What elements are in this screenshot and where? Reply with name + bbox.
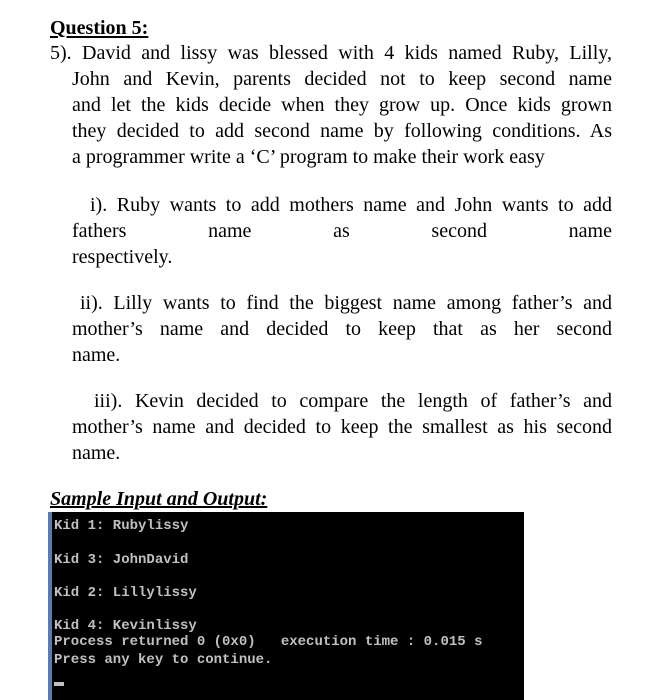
item-2-line-2: mother’s name and decided to keep that as her second (72, 318, 612, 340)
item-1-word-5: name (568, 220, 612, 242)
item-1-word-1: fathers (72, 220, 127, 242)
item-1-word-4: second (431, 220, 487, 242)
intro-line-3: and let the kids decide when they grow up. Once kids grown (72, 94, 612, 116)
intro-line-4: they decided to add second name by following conditions. As (72, 120, 612, 142)
console-line-2: Kid 3: JohnDavid (54, 552, 189, 568)
intro-line-1: 5). David and lissy was blessed with 4 kids named Ruby, Lilly, (50, 42, 612, 64)
intro-line-2: John and Kevin, parents decided not to keep second name (72, 68, 612, 90)
console-line-3: Kid 2: Lillylissy (54, 585, 197, 601)
item-2-line-3: name. (72, 344, 121, 366)
intro-line-5: a programmer write a ‘C’ program to make their work easy (72, 146, 545, 168)
item-1-word-2: name (208, 220, 252, 242)
console-output (48, 512, 524, 700)
question-heading: Question 5: (50, 17, 149, 39)
item-1-line-3: respectively. (72, 246, 173, 268)
item-1-line-2 (72, 218, 612, 244)
console-line-5: Process returned 0 (0x0) execution time : 0.015 s (54, 634, 483, 650)
item-3-line-1: iii). Kevin decided to compare the length of father’s and (94, 390, 612, 412)
item-3-line-3: name. (72, 442, 121, 464)
console-line-6: Press any key to continue. (54, 652, 273, 668)
console-line-1: Kid 1: Rubylissy (54, 518, 189, 534)
console-left-edge (48, 512, 52, 700)
item-1-line-1: i). Ruby wants to add mothers name and John wants to add (90, 194, 612, 216)
item-1-word-3: as (333, 220, 350, 242)
console-cursor (54, 682, 64, 686)
item-2-line-1: ii). Lilly wants to find the biggest name among father’s and (80, 292, 612, 314)
console-line-4: Kid 4: Kevinlissy (54, 618, 197, 634)
item-3-line-2: mother’s name and decided to keep the smallest as his second (72, 416, 612, 438)
sample-io-title: Sample Input and Output: (50, 488, 268, 510)
